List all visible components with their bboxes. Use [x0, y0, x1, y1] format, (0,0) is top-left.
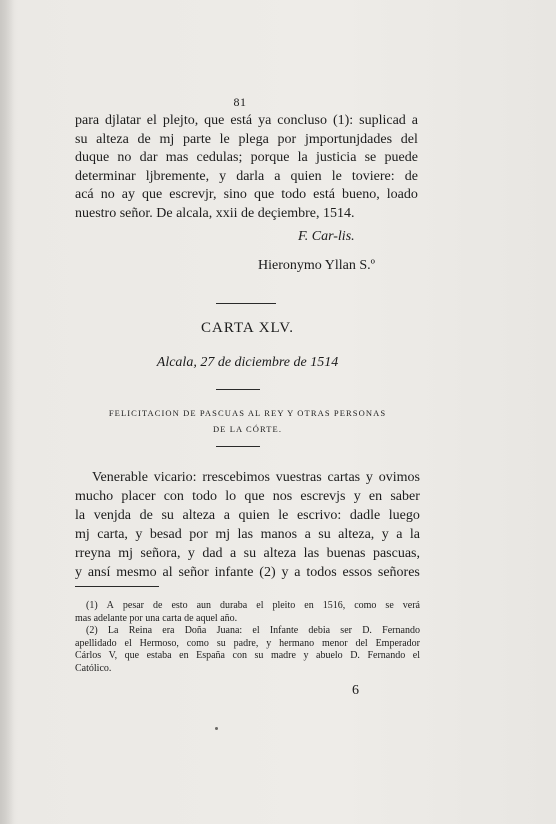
word: de	[404, 168, 418, 184]
word: con	[163, 489, 184, 504]
word: jmportunjdades	[304, 131, 393, 147]
word: se	[364, 150, 377, 165]
word: al	[162, 565, 173, 580]
word: saber	[390, 489, 420, 504]
word: Juana:	[216, 625, 243, 636]
word: essos	[342, 565, 373, 580]
word: alteza	[263, 546, 297, 561]
word: la	[75, 508, 86, 523]
word: vuestras	[275, 470, 322, 485]
word: menor	[322, 637, 348, 649]
word: y	[75, 565, 82, 580]
word: la	[409, 527, 420, 542]
word: España	[196, 650, 225, 661]
word: cedulas;	[196, 150, 243, 165]
footnote-divider	[75, 586, 159, 587]
word: y	[219, 168, 227, 184]
word: en	[304, 600, 314, 611]
word: está	[230, 113, 253, 128]
word: mucho	[75, 489, 114, 504]
word: cartas	[327, 470, 361, 485]
word: y	[187, 546, 195, 561]
word: de	[137, 131, 151, 147]
word: loado	[386, 187, 418, 202]
word: que	[204, 113, 225, 128]
subject-line: FELICITACION DE PASCUAS AL REY Y OTRAS PERSONAS	[108, 408, 387, 418]
word: el	[252, 625, 260, 636]
word: alteza	[182, 508, 216, 523]
word: besad	[149, 527, 182, 542]
word: dad	[202, 546, 223, 561]
printer-signature-mark: 6	[352, 683, 359, 698]
word: suplicad	[359, 113, 406, 128]
word: buenas	[326, 546, 366, 561]
word: mj	[215, 527, 231, 542]
letter-title: CARTA XLV.	[201, 320, 294, 336]
word: ay	[121, 187, 135, 202]
word: alteza,	[338, 527, 375, 542]
word: Venerable	[92, 470, 148, 485]
text-line: nuestro señor. De alcala, xxii de deçiembre, 1514.	[75, 205, 355, 221]
word: abuelo	[316, 650, 343, 661]
word: A	[106, 600, 114, 611]
word: que	[142, 187, 163, 202]
footnote-line: Católico.	[75, 662, 112, 674]
word: el	[146, 113, 157, 128]
word: señor	[178, 565, 209, 580]
word: Fernando	[367, 650, 406, 661]
paper-speck	[215, 727, 218, 730]
footnote-line: mas adelante por una carta de aquel año.	[75, 612, 238, 624]
word: Emperador	[375, 637, 420, 649]
word: djlatar	[105, 113, 141, 128]
word: dadle	[349, 508, 381, 523]
word: concluso	[277, 113, 327, 128]
letter-date: Alcala, 27 de diciembre de 1514	[156, 355, 339, 370]
word: duraba	[220, 600, 248, 611]
word: señores	[377, 565, 420, 580]
word: por	[277, 131, 297, 147]
word: pesar	[122, 600, 145, 611]
word: 1516,	[322, 600, 346, 611]
word: mesmo	[116, 565, 157, 580]
word: todo	[281, 187, 307, 202]
sender-signature: Hieronymo Yllan S.º	[258, 258, 375, 273]
word: a	[223, 508, 230, 523]
word: (2)	[259, 565, 276, 580]
word: su	[161, 508, 174, 523]
word: escrevjs	[300, 489, 346, 504]
word: su	[243, 546, 257, 561]
word: y	[365, 470, 373, 485]
word: plega	[238, 131, 269, 147]
word: del	[355, 637, 368, 649]
word: alteza	[96, 131, 129, 147]
word: venjda	[93, 508, 132, 523]
word: y	[353, 489, 361, 504]
word: aun	[196, 600, 212, 611]
word: y	[381, 527, 389, 542]
text-line	[75, 487, 420, 506]
word: la	[297, 150, 308, 165]
word: (2)	[86, 625, 98, 636]
word: D.	[350, 650, 360, 661]
word: su	[318, 527, 331, 542]
word: y	[135, 527, 143, 542]
word: mas	[165, 150, 189, 165]
word: las	[303, 546, 320, 561]
word: porque	[250, 150, 290, 165]
word: La	[107, 625, 119, 636]
word: no	[117, 150, 132, 165]
text-line	[75, 186, 418, 205]
text-line	[75, 506, 420, 525]
word: lo	[225, 489, 237, 504]
footnotes	[75, 600, 420, 675]
word: estaba	[146, 650, 172, 661]
word: no	[100, 187, 115, 202]
title-divider	[216, 389, 260, 390]
word: está	[313, 187, 335, 202]
word: y	[303, 650, 309, 661]
word: madre	[270, 650, 296, 661]
word: su	[75, 131, 88, 147]
secretary-signature: F. Car-lis.	[298, 229, 355, 244]
text-line	[75, 563, 420, 582]
word: le	[219, 131, 230, 147]
word: mj	[118, 546, 133, 561]
word: a	[396, 527, 403, 542]
word: verá	[402, 600, 420, 611]
word: apellidado	[75, 637, 117, 649]
footnote-line	[75, 650, 420, 663]
footnote-line	[75, 625, 420, 638]
word: a	[304, 527, 311, 542]
word: era	[162, 625, 175, 636]
footnote-line	[75, 600, 420, 613]
word: todo	[192, 489, 218, 504]
word: a	[274, 168, 281, 184]
text-line	[75, 168, 418, 187]
word: y	[281, 565, 289, 580]
word: ansí	[87, 565, 111, 580]
word: ovimos	[378, 470, 420, 485]
word: Fernando	[382, 625, 420, 636]
word: todos	[306, 565, 337, 580]
letter-body	[75, 468, 420, 582]
word: dar	[139, 150, 158, 165]
text-line	[75, 468, 420, 487]
word: a	[230, 546, 237, 561]
word: con	[232, 650, 247, 661]
word: carta,	[97, 527, 128, 542]
word: en	[179, 650, 189, 661]
word: infante	[214, 565, 254, 580]
word: por	[189, 527, 208, 542]
word: debia	[308, 625, 331, 636]
word: como	[354, 600, 377, 611]
word: placer	[121, 489, 156, 504]
word: que	[124, 650, 140, 661]
subject-divider	[216, 446, 260, 447]
word: V,	[108, 650, 118, 661]
word: el	[256, 600, 264, 611]
word: quien	[290, 168, 322, 184]
word: ser	[340, 625, 352, 636]
word: quien	[238, 508, 270, 523]
word: su	[254, 650, 264, 661]
word: pleito	[272, 600, 296, 611]
word: a	[294, 565, 301, 580]
word: y	[266, 637, 272, 649]
word: de	[153, 600, 163, 611]
word: a	[411, 113, 418, 128]
word: puede	[384, 150, 418, 165]
text-line	[75, 149, 418, 168]
word: vicario:	[153, 470, 197, 485]
word: escrevjr,	[169, 187, 217, 202]
word: Doña	[184, 625, 207, 636]
text-line	[75, 525, 420, 544]
word: ljbremente,	[145, 168, 210, 184]
word: esto	[171, 600, 188, 611]
section-divider	[216, 303, 276, 304]
word: manos	[260, 527, 298, 542]
word: justicia	[315, 150, 357, 165]
subject-line: DE LA CÓRTE.	[212, 424, 283, 434]
text-line	[75, 544, 420, 563]
footnote-line	[75, 638, 420, 651]
word: en	[368, 489, 383, 504]
page-number: 81	[233, 95, 247, 109]
word: luego	[388, 508, 420, 523]
word: le	[331, 168, 342, 184]
word: se	[385, 600, 394, 611]
word: Hermoso,	[139, 637, 179, 649]
previous-letter-ending	[75, 112, 418, 223]
word: determinar	[75, 168, 136, 184]
word: bueno,	[341, 187, 380, 202]
word: hermano	[279, 637, 315, 649]
word: acá	[75, 187, 94, 202]
word: escrivo:	[296, 508, 342, 523]
word: nos	[272, 489, 293, 504]
word: rreyna	[75, 546, 111, 561]
gutter-shadow	[0, 0, 14, 824]
word: darla	[236, 168, 265, 184]
word: las	[237, 527, 254, 542]
word: Cárlos	[75, 650, 102, 661]
word: toviere:	[351, 168, 395, 184]
word: ya	[258, 113, 272, 128]
word: le	[278, 508, 289, 523]
word: (1)	[86, 600, 98, 611]
word: rrescebimos	[202, 470, 270, 485]
word: señora,	[140, 546, 181, 561]
word: Infante	[269, 625, 299, 636]
word: que	[244, 489, 265, 504]
word: del	[400, 131, 418, 147]
word: D.	[362, 625, 372, 636]
word: parte	[182, 131, 211, 147]
word: mj	[75, 527, 90, 542]
word: Reina	[128, 625, 153, 636]
letter-subject	[75, 405, 420, 437]
word: mj	[159, 131, 175, 147]
word: que	[253, 187, 275, 202]
word: su	[216, 637, 226, 649]
text-line	[75, 112, 418, 131]
word: pascuas,	[372, 546, 420, 561]
word: sino	[223, 187, 247, 202]
word: (1):	[332, 113, 354, 128]
word: plejto,	[162, 113, 199, 128]
word: de	[139, 508, 153, 523]
text-line	[75, 131, 418, 150]
word: padre,	[233, 637, 259, 649]
word: el	[412, 650, 420, 661]
word: para	[75, 113, 100, 128]
word: duque	[75, 150, 110, 165]
word: como	[186, 637, 209, 649]
word: el	[124, 637, 132, 649]
